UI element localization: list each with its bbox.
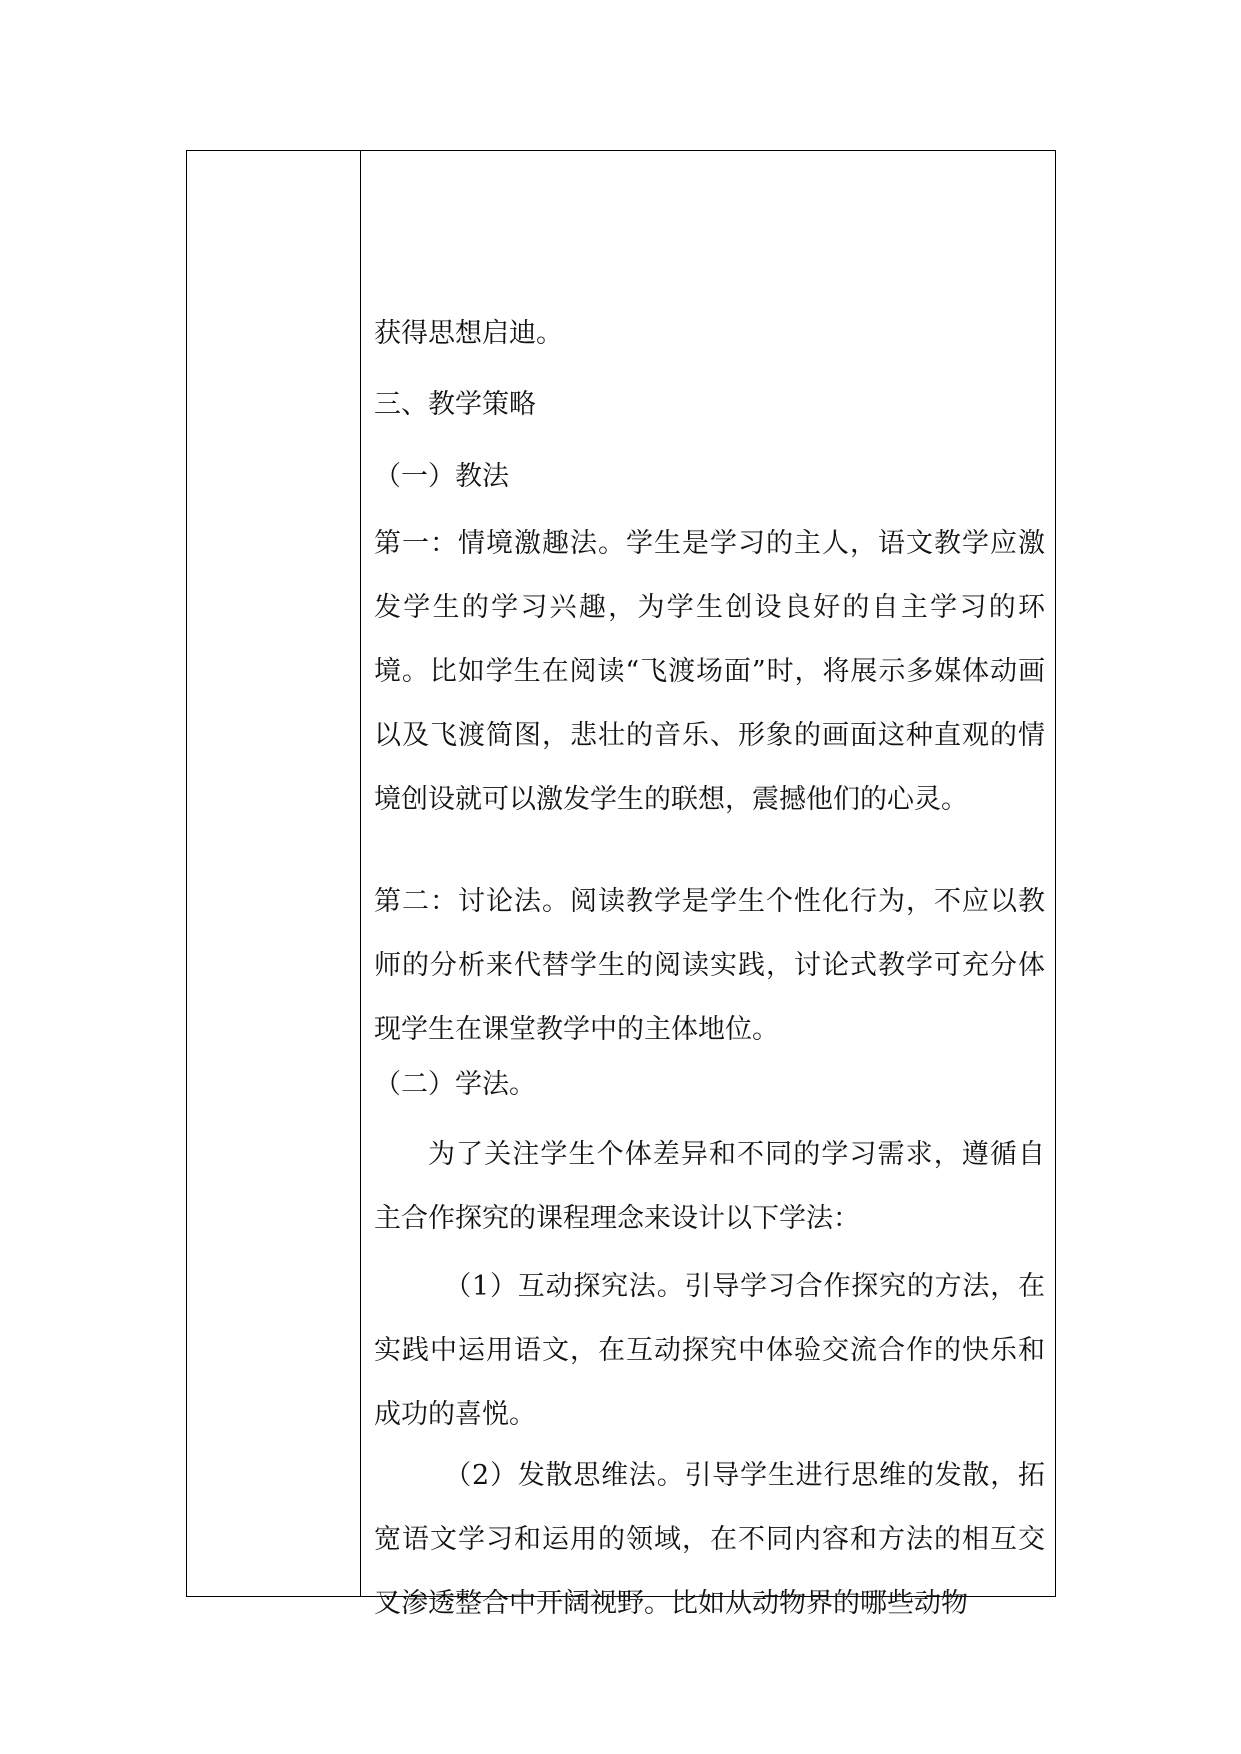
section-heading-teaching-strategy: 三、教学策略 <box>374 389 536 420</box>
paragraph-method-one: 第一：情境激趣法。学生是学习的主人，语文教学应激发学生的学习兴趣，为学生创设良好的自主学习的环境。比如学生在阅读“飞渡场面”时，将展示多媒体动画以及飞渡简图，悲壮的音乐、形象的画面这种直观的情境创设就可以激发学生的联想，震撼他们的心灵。 <box>374 528 1045 815</box>
paragraph-method-two: 第二：讨论法。阅读教学是学生个性化行为，不应以教师的分析来代替学生的阅读实践，讨论式教学可充分体现学生在课堂教学中的主体地位。 <box>374 886 1045 1045</box>
paragraph-thoughts: 获得思想启迪。 <box>374 318 563 349</box>
subheading-teaching-methods: （一）教法 <box>374 461 509 492</box>
table-content-column <box>361 151 1055 1619</box>
subheading-learning-methods: （二）学法。 <box>374 1069 536 1100</box>
paragraph-learning-intro: 为了关注学生个体差异和不同的学习需求，遵循自主合作探究的课程理念来设计以下学法： <box>374 1139 1045 1234</box>
table-label-column <box>187 151 361 1596</box>
paragraph-interactive-inquiry: （1）互动探究法。引导学习合作探究的方法，在实践中运用语文，在互动探究中体验交流合作的快乐和成功的喜悦。 <box>374 1271 1045 1430</box>
paragraph-divergent-thinking: （2）发散思维法。引导学生进行思维的发散，拓宽语文学习和运用的领域，在不同内容和方法的相互交叉渗透整合中开阔视野。比如从动物界的哪些动物 <box>374 1460 1045 1619</box>
document-table <box>186 150 1056 1619</box>
